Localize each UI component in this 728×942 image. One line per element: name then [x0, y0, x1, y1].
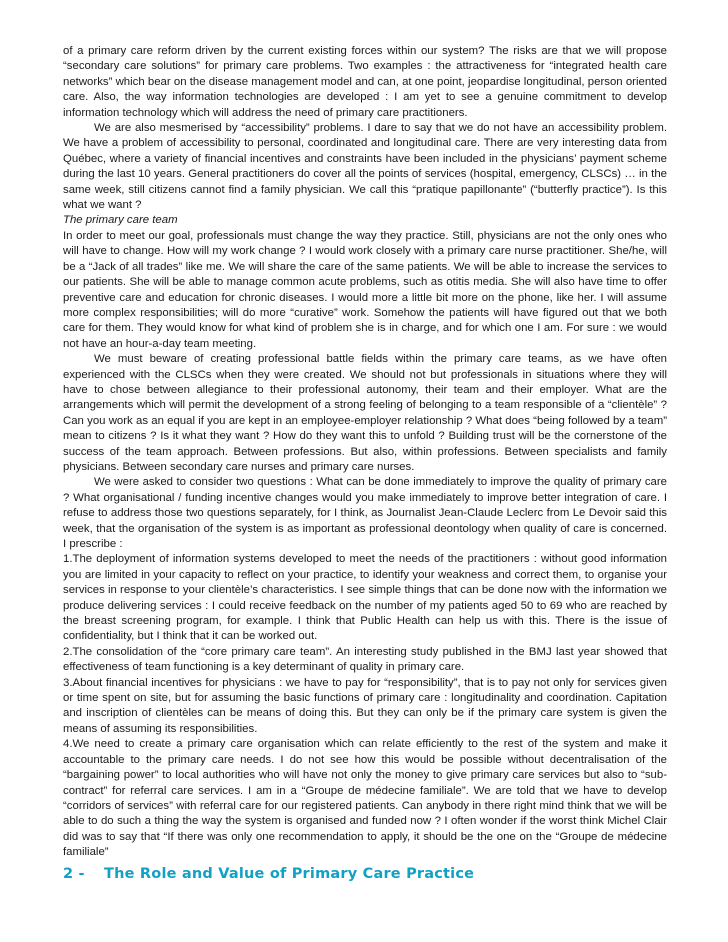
numbered-item	[63, 737, 667, 860]
page-number: 2 -	[63, 866, 85, 882]
item-number: 1.	[63, 553, 73, 566]
page-footer	[63, 866, 474, 882]
item-number: 2.	[63, 645, 73, 658]
numbered-item	[63, 676, 667, 738]
item-number: 4.	[63, 738, 73, 751]
footer-title: The Role and Value of Primary Care Practice	[104, 866, 475, 882]
item-text: We need to create a primary care organisation which can relate efficiently to the rest of the system and make it accountable to the primary care needs. I do not see how this would be possible without decentralisation of the “bargaining power” to local authorities who will have not only the money to give primary care services but also to “sub-contract” for referral care services. I am in a “Groupe de médecine familiale”. We are told that we have to develop “corridors of services” with referral care for our registered patients. Can anybody in there right mind think that we will be able to do such a thing the way the system is organised and funded now ? I often wonder if the worst think Michel Clair did was to say that “If there was only one recommendation to apply, it should be the one on the “Groupe de médecine familiale”	[63, 738, 667, 859]
section-heading: The primary care team	[63, 214, 178, 227]
item-text: The consolidation of the “core primary care team”. An interesting study published in the BMJ last year showed that effectiveness of team functioning is a key determinant of quality in primary care.	[63, 645, 667, 674]
paragraph-battle-fields: We must beware of creating professional battle fields within the primary care teams, as we have often experienced with the CLSCs when they were created. We should not but professionals in situations where they will have to chose between allegiance to their professional autonomy, their team and their employer. What are the arrangements which will permit the development of a strong feeling of belonging to a team responsible of a “clientèle” ? Can you work as an equal if you are kept in an employee-employer relationship ? What does “being followed by a team” mean to citizens ? Is it what they want ? How do they want this to unfold ? Building trust will be the cornerstone of the success of the team approach. Between professions. But also, within professions. Between specialists and family physicians. Between secondary care nurses and primary care nurses.	[63, 353, 667, 473]
numbered-item	[63, 645, 667, 676]
document-body	[63, 44, 667, 861]
paragraph-reform: of a primary care reform driven by the current existing forces within our system? The risks are that we will propose “secondary care solutions” for primary care problems. Two examples : the attractiveness for “integrated health care networks” which bear on the disease management model and can, at one point, jeopardise longitudinal, person oriented care. Also, the way information technologies are developed : I am yet to see a genuine commitment to develop information technology which will address the need of primary care practitioners.	[63, 45, 667, 119]
numbered-item	[63, 552, 667, 644]
item-text: The deployment of information systems developed to meet the needs of the practitioners : without good information you are limited in your capacity to reflect on your practice, to identify your weakness and correct them, to organise your services in response to your clientèle’s characteristics. I see simple things that can be done now with the information we produce delivering services : I could receive feedback on the number of my patients aged 50 to 69 who are reached by the breast screening program, for example. I think that Public Health can help us with this. There is the issue of confidentiality, but I think that it can be worked out.	[63, 553, 667, 643]
paragraph-team-change: In order to meet our goal, professionals must change the way they practice. Still, physicians are not the only ones who will have to change. How will my work change ? I would work closely with a primary care nurse practitioner. She/he, will be a “Jack of all trades” like me. We will share the care of the same patients. We will be able to increase the services to our patients. She will be able to manage common acute problems, such as otitis media. She will also have time to offer preventive care and education for chronic diseases. I would more a little bit more on the phone, like her. I will assume more complex responsibilities; will do more “curative” work. Somehow the patients will have figured out that we both care for them. They would know for what kind of problem she is in charge, and for which one I am. For sure : we would not have an hour-a-day team meeting.	[63, 229, 667, 350]
item-text: About financial incentives for physicians : we have to pay for “responsibility”, that is to pay not only for services given or time spent on site, but for assuming the basic functions of primary care : longitudinality and coordination. Capitation and inscription of clientèles can be means of doing this. But they can only be if the primary care system is given the means of assuming its responsibilities.	[63, 676, 667, 735]
paragraph-two-questions: We were asked to consider two questions : What can be done immediately to improve the quality of primary care ? What organisational / funding incentive changes would you make immediately to improve better integration of care. I refuse to address those two questions separately, for I think, as Journalist Jean-Claude Leclerc from Le Devoir said this week, that the organisation of the system is as important as professional deontology when quality of care is concerned. I prescribe :	[63, 476, 667, 550]
item-number: 3.	[63, 676, 73, 689]
paragraph-accessibility: We are also mesmerised by “accessibility” problems. I dare to say that we do not have an accessibility problem. We have a problem of accessibility to personal, coordinated and longitudinal care. There are very interesting data from Québec, where a variety of financial incentives and constraints have been included in the physicians’ payment scheme during the last 10 years. General practitioners do cover all the points of services (hospital, emergency, CLSCs) … in the same week, still citizens cannot find a family physician. We call this “pratique papillonante” (“butterfly practice”). Is this what we want ?	[63, 122, 667, 212]
